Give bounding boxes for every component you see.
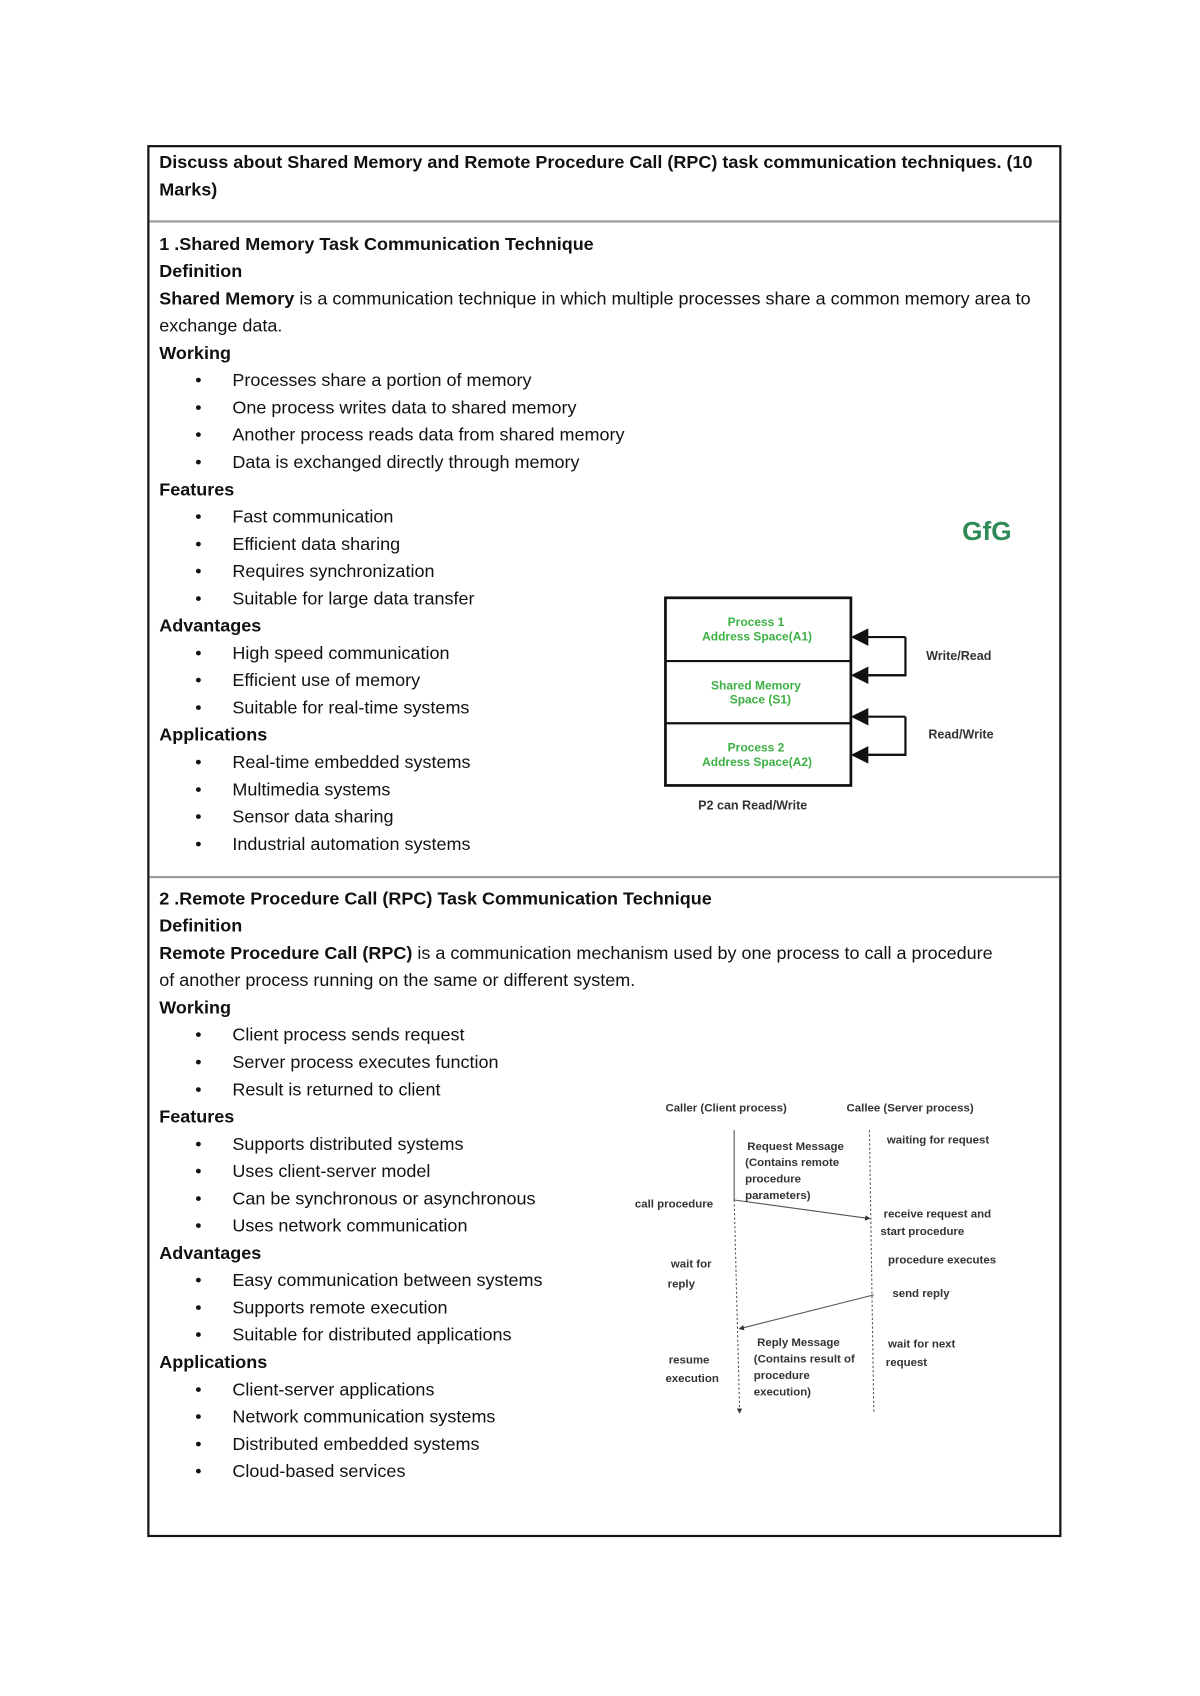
definition-heading: Definition bbox=[159, 916, 243, 936]
list-item: • Suitable for large data transfer bbox=[159, 586, 1059, 613]
list-item: • Supports distributed systems bbox=[159, 1131, 1059, 1158]
gfg-logo: GfG bbox=[962, 515, 1012, 546]
list-item: • Real-time embedded systems bbox=[159, 749, 1059, 776]
list-item: • Suitable for distributed applications bbox=[159, 1322, 1059, 1349]
list-item: • Network communication systems bbox=[159, 1404, 1059, 1431]
call-procedure-label: call procedure bbox=[634, 1198, 714, 1211]
process1-address: Address Space(A1) bbox=[702, 629, 813, 644]
list-item: • Efficient data sharing bbox=[159, 531, 1059, 558]
receive-label: start procedure bbox=[880, 1225, 965, 1238]
list-item: • Uses client-server model bbox=[159, 1159, 1059, 1186]
list-item: • Server process executes function bbox=[159, 1049, 1059, 1076]
next-label: wait for next bbox=[887, 1338, 956, 1351]
working-heading: Working bbox=[159, 998, 231, 1018]
wait-label: wait for bbox=[670, 1258, 712, 1271]
list-item: • Efficient use of memory bbox=[159, 668, 1059, 695]
list-item: • Requires synchronization bbox=[159, 559, 1059, 586]
list-item: • Fast communication bbox=[159, 504, 1059, 531]
executes-label: procedure executes bbox=[887, 1254, 997, 1267]
diagram-caption: P2 can Read/Write bbox=[698, 798, 808, 813]
list-item: • Result is returned to client bbox=[159, 1077, 1059, 1104]
caller-label: Caller (Client process) bbox=[665, 1102, 787, 1115]
process2-address: Address Space(A2) bbox=[702, 754, 813, 769]
request-label: (Contains remote bbox=[745, 1157, 840, 1170]
list-item: • Another process reads data from shared memory bbox=[159, 422, 1059, 449]
section-title: 2 .Remote Procedure Call (RPC) Task Communication Technique bbox=[159, 889, 712, 909]
list-item: • Client process sends request bbox=[159, 1022, 1059, 1049]
list-item: • Data is exchanged directly through memory bbox=[159, 449, 1059, 476]
process1-label: Process 1 bbox=[727, 615, 785, 630]
resume-label: resume bbox=[668, 1354, 710, 1367]
waiting-label: waiting for request bbox=[886, 1134, 990, 1147]
list-item: • Distributed embedded systems bbox=[159, 1431, 1059, 1458]
list-item: • Supports remote execution bbox=[159, 1295, 1059, 1322]
receive-label: receive request and bbox=[883, 1208, 992, 1221]
rpc-diagram bbox=[635, 1103, 996, 1413]
reply-label: execution) bbox=[753, 1386, 812, 1399]
shared-memory-diagram bbox=[665, 516, 1011, 812]
question-text: Discuss about Shared Memory and Remote Procedure Call (RPC) task communication techniques. (10 Marks) bbox=[159, 152, 1033, 200]
list-item: • Suitable for real-time systems bbox=[159, 695, 1059, 722]
applications-heading: Applications bbox=[159, 725, 268, 746]
request-label: Request Message bbox=[747, 1140, 844, 1153]
write-read-label: Write/Read bbox=[926, 648, 992, 663]
reply-label: procedure bbox=[753, 1369, 810, 1382]
working-heading: Working bbox=[159, 343, 231, 364]
definition-text: Shared Memory is a communication technique in which multiple processes share a common memory area to exchange data. bbox=[159, 289, 1031, 336]
list-item: • One process writes data to shared memory bbox=[159, 395, 1059, 422]
list-item: • Can be synchronous or asynchronous bbox=[159, 1186, 1059, 1213]
shared-memory-label: Shared Memory bbox=[711, 678, 801, 693]
list-item: • Client-server applications bbox=[159, 1377, 1059, 1404]
wait-label: reply bbox=[667, 1278, 695, 1291]
features-heading: Features bbox=[159, 479, 235, 500]
process2-label: Process 2 bbox=[727, 740, 785, 755]
reply-label: Reply Message bbox=[757, 1337, 840, 1350]
list-item: • Cloud-based services bbox=[159, 1459, 1059, 1486]
applications-heading: Applications bbox=[159, 1352, 268, 1373]
request-label: procedure bbox=[745, 1173, 802, 1186]
list-item: • Industrial automation systems bbox=[159, 831, 1059, 858]
resume-label: execution bbox=[665, 1373, 719, 1386]
list-item: • Processes share a portion of memory bbox=[159, 368, 1059, 395]
request-label: parameters) bbox=[745, 1189, 811, 1202]
shared-memory-space: Space (S1) bbox=[729, 692, 791, 707]
next-label: request bbox=[885, 1356, 928, 1369]
list-item: • Uses network communication bbox=[159, 1213, 1059, 1240]
callee-label: Callee (Server process) bbox=[846, 1102, 974, 1115]
section-title: 1 .Shared Memory Task Communication Technique bbox=[159, 234, 594, 255]
definition-text: Remote Procedure Call (RPC) is a communication mechanism used by one process to call a procedure of another process running on the same or different system. bbox=[159, 943, 993, 991]
list-item: • Sensor data sharing bbox=[159, 804, 1059, 831]
advantages-heading: Advantages bbox=[159, 1243, 262, 1264]
features-heading: Features bbox=[159, 1107, 235, 1127]
send-reply-label: send reply bbox=[892, 1288, 950, 1301]
list-item: • High speed communication bbox=[159, 640, 1059, 667]
reply-label: (Contains result of bbox=[753, 1353, 855, 1366]
list-item: • Multimedia systems bbox=[159, 777, 1059, 804]
list-item: • Easy communication between systems bbox=[159, 1268, 1059, 1295]
advantages-heading: Advantages bbox=[159, 616, 262, 636]
definition-heading: Definition bbox=[159, 261, 243, 282]
read-write-label: Read/Write bbox=[928, 727, 994, 742]
